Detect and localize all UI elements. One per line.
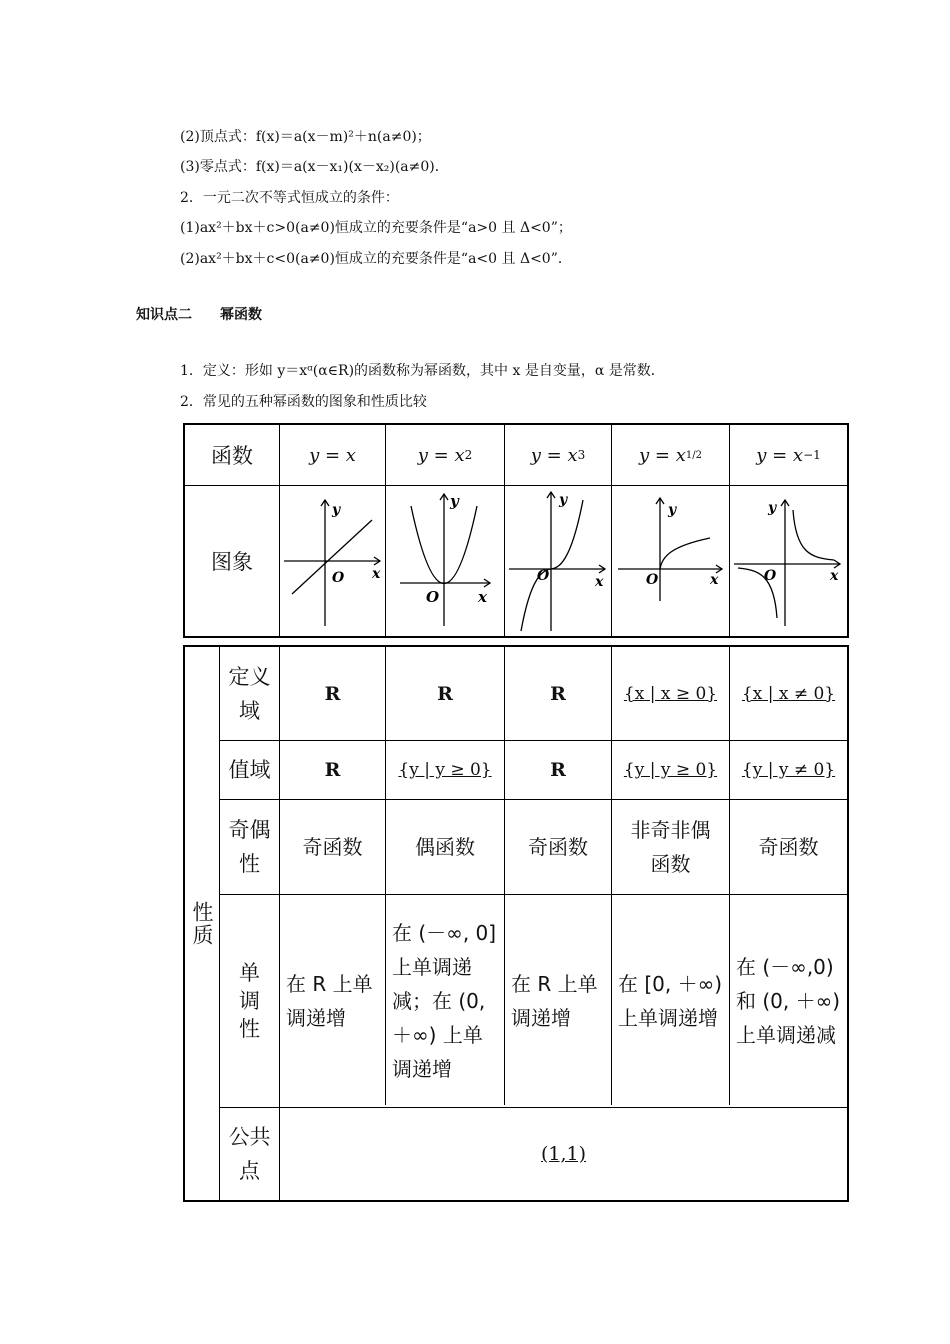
- graph-y-sqrt: [612, 486, 729, 636]
- origin-label: O: [332, 570, 345, 586]
- intro-line-vertex-form: (2)顶点式：f(x)＝a(x－m)²＋n(a≠0)；: [180, 129, 431, 145]
- graph-y-x3: [505, 486, 611, 636]
- origin-label: O: [646, 572, 659, 588]
- range-value: R: [550, 759, 566, 781]
- function-y-x2: y = x 2: [417, 444, 473, 466]
- intro-line-inequality-title: 2．一元二次不等式恒成立的条件：: [180, 190, 399, 206]
- parity-value: 奇函数: [302, 835, 363, 859]
- domain-label: 定义域: [228, 664, 271, 723]
- power-function-property-table: [183, 645, 849, 1202]
- y-axis-label: y: [668, 502, 677, 518]
- intro-line-condition-positive: (1)ax²＋bx＋c>0(a≠0)恒成立的充要条件是“a>0 且 Δ<0”；: [180, 220, 572, 236]
- parity-value: 奇函数: [758, 835, 819, 859]
- common-point-label: 公共点: [228, 1125, 271, 1183]
- function-y-x: y = x: [309, 444, 356, 466]
- y-axis-label: y: [450, 492, 459, 510]
- x-axis-label: x: [830, 568, 839, 584]
- intro-line-zero-form: (3)零点式：f(x)＝a(x－x₁)(x－x₂)(a≠0)．: [180, 159, 449, 175]
- x-axis-label: x: [372, 566, 381, 582]
- x-axis-label: x: [710, 572, 719, 588]
- monotonic-value: 在 R 上单调递增: [511, 972, 598, 1030]
- range-value: {y | y ≥ 0}: [398, 760, 492, 780]
- range-value: R: [324, 759, 341, 781]
- domain-value: R: [437, 682, 453, 705]
- range-value: {y | y ≥ 0}: [623, 760, 718, 780]
- monotonic-label: 单调性: [239, 961, 260, 1041]
- origin-label: O: [426, 588, 440, 606]
- definition-line: 1．定义：形如 y＝xᵅ(α∈R)的函数称为幂函数，其中 x 是自变量，α 是常数．: [180, 363, 665, 379]
- header-function-label: 函数: [211, 444, 253, 468]
- domain-value: R: [550, 682, 566, 705]
- graph-y-inverse: [730, 486, 847, 636]
- intro-line-condition-negative: (2)ax²＋bx＋c<0(a≠0)恒成立的充要条件是“a<0 且 Δ<0”．: [180, 251, 572, 267]
- function-y-inverse: y = x −1: [756, 444, 821, 466]
- x-axis-label: x: [478, 588, 487, 606]
- parity-label: 奇偶性: [228, 818, 271, 876]
- y-axis-label: y: [559, 492, 568, 508]
- monotonic-value: 在 R 上单调递增: [286, 972, 373, 1030]
- power-function-graph-table: [183, 423, 849, 638]
- section-label: 知识点二: [136, 307, 192, 323]
- common-point-value: (1,1): [540, 1143, 587, 1165]
- y-axis-label: y: [768, 500, 777, 516]
- origin-label: O: [537, 568, 550, 584]
- domain-value: {x | x ≠ 0}: [741, 683, 836, 704]
- comparison-line: 2．常见的五种幂函数的图象和性质比较: [180, 394, 427, 410]
- monotonic-value: 在 (－∞, 0] 上单调递减；在 (0, ＋∞) 上单调递增: [392, 921, 497, 1081]
- graph-y-x: [280, 486, 385, 636]
- x-axis-label: x: [595, 574, 604, 590]
- parity-value: 偶函数: [415, 835, 475, 859]
- domain-value: {x | x ≥ 0}: [623, 683, 718, 704]
- parity-value: 非奇非偶函数: [630, 818, 711, 876]
- section-title: 幂函数: [220, 307, 262, 323]
- properties-label: 性质: [190, 900, 214, 947]
- function-y-sqrt: y = x 1/2: [639, 444, 702, 466]
- domain-value: R: [324, 682, 341, 705]
- range-label: 值域: [228, 758, 271, 782]
- monotonic-value: 在 (－∞,0) 和 (0, ＋∞) 上单调递减: [736, 955, 841, 1047]
- monotonic-value: 在 [0, ＋∞) 上单调递增: [618, 972, 723, 1030]
- section-heading: [136, 304, 262, 324]
- graph-row-label: 图象: [211, 550, 253, 574]
- parity-value: 奇函数: [528, 835, 588, 859]
- y-axis-label: y: [332, 502, 341, 518]
- graph-y-x2: [386, 486, 504, 636]
- function-y-x3: y = x 3: [530, 444, 586, 466]
- origin-label: O: [764, 568, 777, 584]
- range-value: {y | y ≠ 0}: [741, 760, 836, 780]
